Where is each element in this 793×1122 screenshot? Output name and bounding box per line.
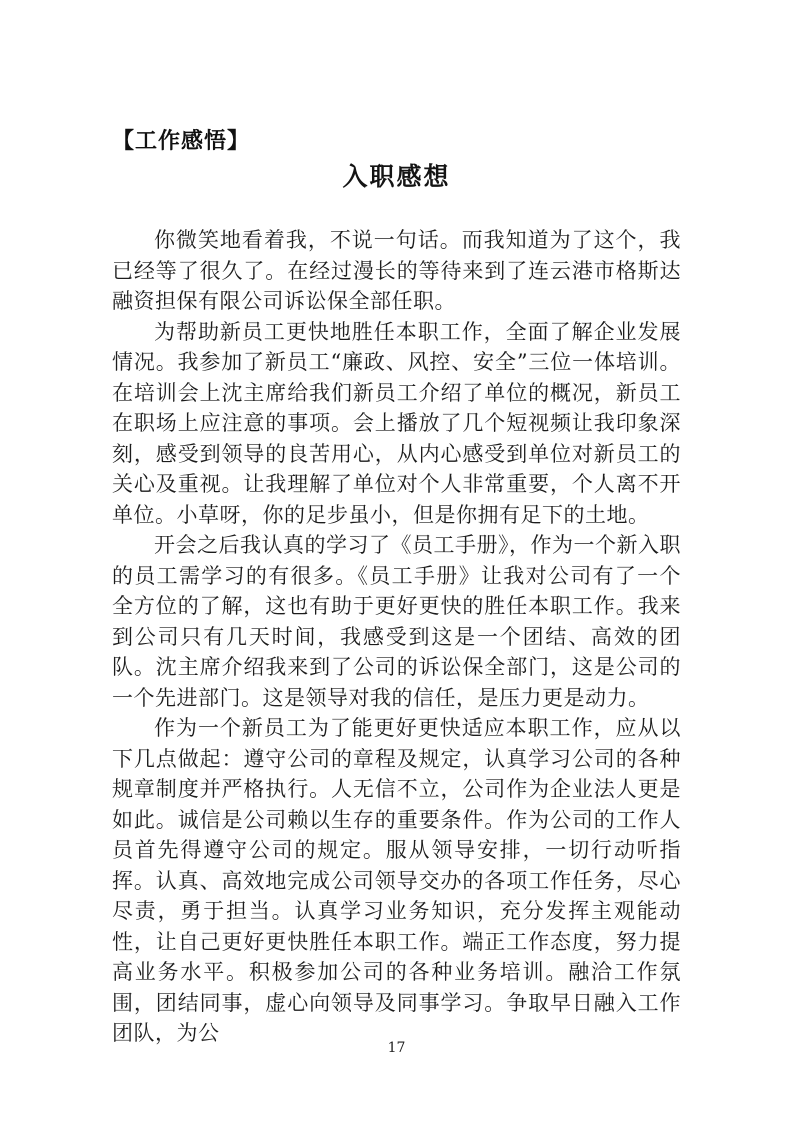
paragraph: 作为一个新员工为了能更好更快适应本职工作，应从以下几点做起：遵守公司的章程及规定，认真学习公司的各种规章制度并严格执行。人无信不立，公司作为企业法人更是如此。诚信是公司赖以生存的重要条件。作为公司的工作人员首先得遵守公司的规定。服从领导安排，一切行动听指挥。认真、高效地完成公司领导交办的各项工作任务，尽心尽责，勇于担当。认真学习业务知识，充分发挥主观能动性，让自己更好更快胜任本职工作。端正工作态度，努力提高业务水平。积极参加公司的各种业务培训。融洽工作氛围，团结同事，虚心向领导及同事学习。争取早日融入工作团队，为公 <box>112 716 681 1045</box>
page-title: 入职感想 <box>342 162 451 191</box>
section-tag: 【工作感悟】 <box>112 128 251 154</box>
essay-body <box>112 225 681 1049</box>
page-content <box>112 126 681 1049</box>
paragraph: 你微笑地看着我，不说一句话。而我知道为了这个，我已经等了很久了。在经过漫长的等待来到了连云港市格斯达融资担保有限公司诉讼保全部任职。 <box>112 228 681 313</box>
paragraph: 开会之后我认真的学习了《员工手册》，作为一个新入职的员工需学习的有很多。《员工手册》让我对公司有了一个全方位的了解，这也有助于更好更快的胜任本职工作。我来到公司只有几天时间，我感受到这是一个团结、高效的团队。沈主席介绍我来到了公司的诉讼保全部门，这是公司的一个先进部门。这是领导对我的信任，是压力更是动力。 <box>112 533 681 710</box>
paragraph: 为帮助新员工更快地胜任本职工作，全面了解企业发展情况。我参加了新员工“廉政、风控、安全”三位一体培训。在培训会上沈主席给我们新员工介绍了单位的概况，新员工在职场上应注意的事项。会上播放了几个短视频让我印象深刻，感受到领导的良苦用心，从内心感受到单位对新员工的关心及重视。让我理解了单位对个人非常重要，个人离不开单位。小草呀，你的足步虽小，但是你拥有足下的土地。 <box>112 319 681 527</box>
page-number: 17 <box>387 1040 406 1056</box>
